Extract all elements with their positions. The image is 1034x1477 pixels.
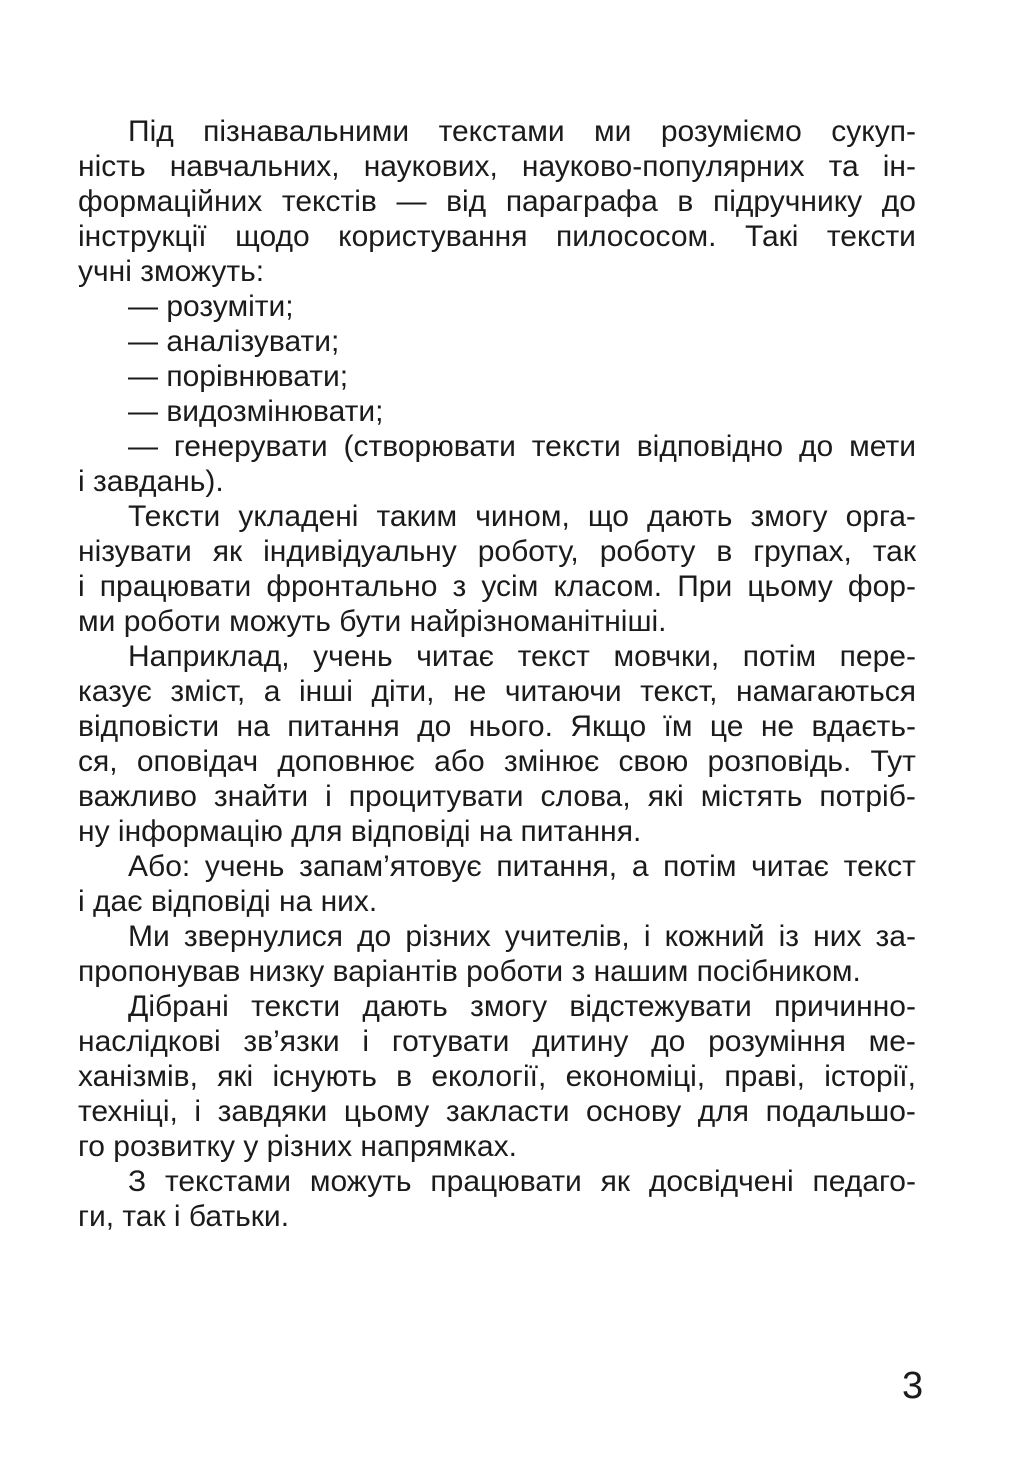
paragraph: [78, 289, 916, 324]
word: і: [194, 1095, 202, 1128]
text-line: [78, 184, 916, 219]
word: для: [697, 1095, 750, 1128]
word: сукуп-: [831, 115, 916, 148]
paragraph: [78, 499, 916, 639]
word: містять: [700, 780, 803, 813]
word: учителів,: [504, 920, 630, 953]
word: текст,: [640, 675, 718, 708]
word: ханізмів,: [78, 1060, 198, 1093]
word: свою: [618, 745, 689, 778]
text-line: ги, так і батьки.: [78, 1200, 290, 1233]
paragraph: [78, 989, 916, 1164]
text-line: ми роботи можуть бути найрізноманітніші.: [78, 605, 667, 638]
page-number: 3: [902, 1365, 924, 1407]
word: відповідно: [636, 430, 784, 463]
word: текст: [843, 850, 916, 883]
word: науково-популярних: [521, 150, 805, 183]
text-line: — видозмінювати;: [128, 395, 384, 428]
text-line: [78, 639, 916, 674]
word: питання,: [496, 850, 618, 883]
paragraph: [78, 114, 916, 289]
word: Тут: [870, 745, 916, 778]
text-line: [78, 1094, 916, 1129]
word: педаго-: [812, 1165, 916, 1198]
text-line: ну інформацію для відповіді на питання.: [78, 815, 642, 848]
text-line: [78, 744, 916, 779]
word: тексти: [826, 220, 916, 253]
word: змогу: [750, 500, 828, 533]
word: параграфа: [505, 185, 658, 218]
text-line: [78, 1024, 916, 1059]
word: зв’язки: [243, 1025, 340, 1058]
text-line: [78, 919, 916, 954]
word: ність: [78, 150, 146, 183]
word: Наприклад,: [128, 640, 290, 673]
word: працювати: [430, 1165, 582, 1198]
word: При: [677, 570, 733, 603]
text-line: [78, 779, 916, 814]
word: текст: [517, 640, 590, 673]
word: які: [647, 780, 684, 813]
word: потім: [742, 640, 817, 673]
word: ми: [594, 115, 632, 148]
word: таким: [376, 500, 458, 533]
word: відповісти: [78, 710, 220, 743]
word: можуть: [309, 1165, 412, 1198]
word: і: [362, 1025, 370, 1058]
word: ін-: [882, 150, 916, 183]
word: пилососом.: [555, 220, 717, 253]
word: учень: [204, 850, 285, 883]
word: Ми: [128, 920, 170, 953]
word: змінює: [503, 745, 600, 778]
word: і: [643, 920, 651, 953]
word: діти,: [371, 675, 435, 708]
word: наукових,: [363, 150, 498, 183]
text-line: [78, 219, 916, 254]
paragraph: [78, 639, 916, 849]
page-text: [78, 114, 916, 1234]
word: усім: [481, 570, 539, 603]
word: інші: [298, 675, 353, 708]
text-line: [78, 709, 916, 744]
text-line: — розуміти;: [128, 290, 294, 323]
word: до: [651, 1025, 686, 1058]
text-line: [78, 429, 916, 464]
word: чином,: [475, 500, 570, 533]
word: доповнює: [277, 745, 415, 778]
word: щодо: [235, 220, 310, 253]
word: і: [78, 570, 85, 603]
word: вдаєть-: [811, 710, 916, 743]
word: дають: [362, 990, 448, 1023]
word: розуміємо: [660, 115, 802, 148]
word: до: [357, 920, 392, 953]
word: учень: [313, 640, 393, 673]
text-line: [78, 674, 916, 709]
word: читає: [416, 640, 494, 673]
text-line: [78, 114, 916, 149]
word: наслідкові: [78, 1025, 221, 1058]
word: текстів: [281, 185, 377, 218]
word: техніці,: [78, 1095, 178, 1128]
word: фронтально: [266, 570, 438, 603]
word: готувати: [391, 1025, 510, 1058]
paragraph: [78, 1164, 916, 1234]
word: як: [212, 535, 243, 568]
word: класом.: [553, 570, 663, 603]
text-line: пропонував низку варіантів роботи з нашим посібником.: [78, 955, 861, 988]
word: закласти: [445, 1095, 570, 1128]
word: фор-: [847, 570, 916, 603]
word: генерувати: [173, 430, 328, 463]
text-line: [78, 1059, 916, 1094]
text-line: — аналізувати;: [128, 325, 340, 358]
word: нізувати: [78, 535, 192, 568]
word: дитину: [532, 1025, 629, 1058]
word: досвідчені: [648, 1165, 794, 1198]
word: їм: [663, 710, 693, 743]
text-line: [78, 1164, 916, 1199]
paragraph: [78, 359, 916, 394]
word: читаючи: [504, 675, 622, 708]
word: З: [128, 1165, 147, 1198]
word: читає: [751, 850, 829, 883]
word: тексти: [531, 430, 621, 463]
word: текстами: [438, 115, 565, 148]
word: основу: [586, 1095, 682, 1128]
word: в: [677, 185, 694, 218]
word: роботу,: [477, 535, 579, 568]
word: слова,: [540, 780, 631, 813]
word: до: [417, 710, 452, 743]
paragraph: [78, 394, 916, 429]
text-line: [78, 499, 916, 534]
text-line: [78, 989, 916, 1024]
word: як: [600, 1165, 631, 1198]
word: казує: [78, 675, 152, 708]
word: на: [236, 710, 270, 743]
word: а: [263, 675, 281, 708]
word: запам’ятовує: [299, 850, 482, 883]
word: з: [452, 570, 467, 603]
word: Якщо: [570, 710, 647, 743]
word: не: [760, 710, 795, 743]
word: —: [396, 185, 427, 218]
word: знайти: [213, 780, 309, 813]
text-line: [78, 534, 916, 569]
word: орга-: [845, 500, 916, 533]
word: групах,: [753, 535, 852, 568]
word: дають: [647, 500, 733, 533]
word: пере-: [839, 640, 916, 673]
word: що: [587, 500, 629, 533]
word: звернулися: [183, 920, 343, 953]
word: Під: [128, 115, 174, 148]
word: важливо: [78, 780, 197, 813]
word: не: [453, 675, 487, 708]
word: потім: [663, 850, 737, 883]
text-line: го розвитку у різних напрямках.: [78, 1130, 517, 1163]
text-line: [78, 569, 916, 604]
word: навчальних,: [169, 150, 340, 183]
word: від: [446, 185, 487, 218]
paragraph: [78, 849, 916, 919]
word: економіці,: [565, 1060, 706, 1093]
word: Тексти: [128, 500, 221, 533]
paragraph: [78, 919, 916, 989]
word: працювати: [99, 570, 252, 603]
word: мовчки,: [613, 640, 720, 673]
word: намагаються: [736, 675, 916, 708]
word: —: [128, 430, 158, 463]
word: і: [325, 780, 332, 813]
text-line: — порівнювати;: [128, 360, 349, 393]
paragraph: [78, 429, 916, 499]
word: підручнику: [712, 185, 863, 218]
word: із: [778, 920, 800, 953]
word: Дібрані: [128, 990, 229, 1023]
word: до: [799, 430, 834, 463]
text-line: і завдань).: [78, 465, 224, 498]
word: які: [217, 1060, 254, 1093]
word: текстами: [164, 1165, 291, 1198]
word: індивідуальну: [263, 535, 457, 568]
word: тексти: [251, 990, 341, 1023]
word: екології,: [431, 1060, 547, 1093]
word: різних: [405, 920, 491, 953]
word: пізнавальними: [203, 115, 410, 148]
text-line: учні зможуть:: [78, 255, 265, 288]
word: нього.: [468, 710, 553, 743]
word: них: [813, 920, 862, 953]
text-line: [78, 849, 916, 884]
word: роботу: [599, 535, 696, 568]
word: інструкції: [78, 220, 207, 253]
word: та: [828, 150, 859, 183]
word: подальшо-: [765, 1095, 916, 1128]
word: кожний: [664, 920, 765, 953]
word: питання: [287, 710, 400, 743]
word: існують: [272, 1060, 377, 1093]
text-line: і дає відповіді на них.: [78, 885, 378, 918]
word: цьому: [747, 570, 833, 603]
word: причинно-: [774, 990, 916, 1023]
word: відстежувати: [569, 990, 752, 1023]
text-line: [78, 149, 916, 184]
word: укладені: [238, 500, 359, 533]
word: розуміння: [708, 1025, 846, 1058]
word: це: [709, 710, 744, 743]
word: за-: [875, 920, 916, 953]
word: до: [881, 185, 916, 218]
word: користування: [338, 220, 528, 253]
word: або: [434, 745, 485, 778]
word: розповідь.: [707, 745, 852, 778]
word: в: [716, 535, 733, 568]
paragraph: [78, 324, 916, 359]
word: в: [396, 1060, 413, 1093]
word: а: [631, 850, 649, 883]
word: історії,: [824, 1060, 916, 1093]
word: зміст,: [170, 675, 246, 708]
word: цьому: [343, 1095, 430, 1128]
word: процитувати: [348, 780, 524, 813]
word: праві,: [724, 1060, 805, 1093]
word: ме-: [868, 1025, 916, 1058]
word: змогу: [470, 990, 548, 1023]
word: Або:: [128, 850, 191, 883]
word: так: [872, 535, 916, 568]
word: (створювати: [343, 430, 516, 463]
word: мети: [849, 430, 916, 463]
word: ся,: [78, 745, 118, 778]
word: Такі: [744, 220, 799, 253]
word: потріб-: [819, 780, 916, 813]
word: формаційних: [78, 185, 263, 218]
word: оповідач: [136, 745, 259, 778]
word: завдяки: [217, 1095, 328, 1128]
